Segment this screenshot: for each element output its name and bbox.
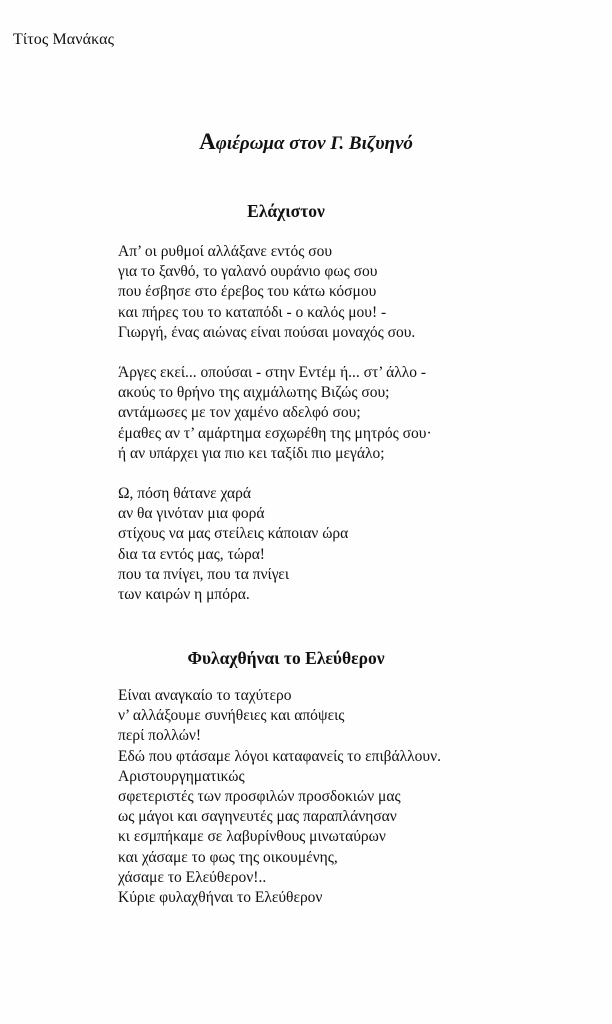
verse-line: ν’ αλλάξουμε συνήθειες και απόψεις: [118, 707, 345, 725]
verse-line: Άργες εκεί... οπούσαι - στην Εντέμ ή... στ’ άλλο -: [118, 364, 427, 381]
verse-line: και χάσαμε το φως της οικουμένης,: [118, 848, 338, 866]
stanza-1: [118, 242, 415, 343]
stanza-4: [118, 686, 441, 908]
verse-line: Κύριε φυλαχθήναι το Ελεύθερον: [118, 889, 323, 907]
verse-line: Γιωργή, ένας αιώνας είναι πούσαι μοναχός σου.: [118, 323, 416, 341]
verse-line: Εδώ που φτάσαμε λόγοι καταφανείς το επιβάλλουν.: [118, 747, 441, 765]
verse-line: αν θα γινόταν μια φορά: [118, 505, 265, 523]
stanza-3: [118, 484, 348, 605]
verse-line: ακούς το θρήνο της αιχμάλωτης Βιζώς σου;: [118, 384, 390, 402]
verse-line: και πήρες του το καταπόδι - ο καλός μου! -: [118, 303, 387, 321]
verse-line: σφετεριστές των προσφιλών προσδοκιών μας: [118, 788, 401, 806]
verse-line: Είναι αναγκαίο το ταχύτερο: [118, 687, 292, 704]
poem-title-fylachthinai: Φυλαχθήναι το Ελεύθερον: [187, 648, 385, 668]
verse-line: δια τα εντός μας, τώρα!: [118, 545, 265, 563]
author-name: Τίτος Μανάκας: [13, 31, 115, 48]
verse-line: ή αν υπάρχει για πιο κει ταξίδι πιο μεγάλο;: [118, 444, 385, 462]
verse-line: στίχους να μας στείλεις κάποιαν ώρα: [118, 525, 349, 543]
verse-line: περί πολλών!: [118, 727, 202, 745]
page-title: [0, 129, 612, 155]
stanza-2: [118, 363, 432, 464]
title-initial: Α: [199, 129, 216, 154]
verse-line: που τα πνίγει, που τα πνίγει: [118, 565, 289, 583]
verse-line: χάσαμε το Ελεύθερον!..: [118, 868, 267, 886]
verse-line: κι εσμπήκαμε σε λαβυρίνθους μινωταύρων: [118, 828, 386, 846]
poem-title-elachiston: Ελάχιστον: [247, 201, 325, 221]
verse-line: έμαθες αν τ’ αμάρτημα εσχωρέθη της μητρός σου·: [118, 424, 432, 442]
title-rest: φιέρωμα στον Γ. Βιζυηνό: [215, 133, 413, 154]
verse-line: που έσβησε στο έρεβος του κάτω κόσμου: [118, 283, 377, 301]
verse-line: των καιρών η μπόρα.: [118, 586, 250, 604]
verse-line: ως μάγοι και σαγηνευτές μας παραπλάνησαν: [118, 808, 397, 826]
verse-line: αντάμωσες με τον χαμένο αδελφό σου;: [118, 404, 361, 422]
verse-line: για το ξανθό, το γαλανό ουράνιο φως σου: [118, 263, 378, 281]
verse-line: Απ’ οι ρυθμοί αλλάξανε εντός σου: [118, 243, 333, 260]
verse-line: Αριστουργηματικώς: [118, 767, 245, 785]
verse-line: Ω, πόση θάτανε χαρά: [118, 485, 251, 502]
